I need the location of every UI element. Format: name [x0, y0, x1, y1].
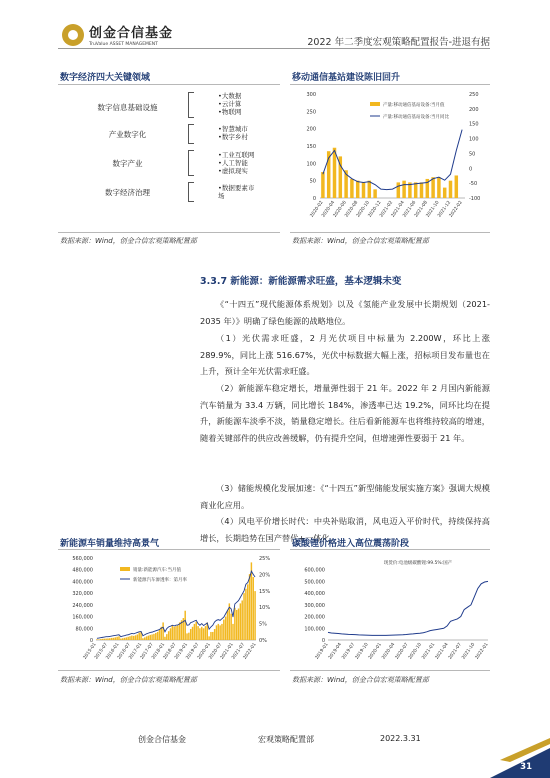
- bar: [223, 620, 224, 641]
- x-tick-label: 2020-07: [208, 642, 224, 661]
- paragraph: （2）新能源车稳定增长，增量弹性弱于 21 年。2022 年 2 月国内新能源汽车销量为 33.4 万辆，同比增长 184%，渗透率已达 19.2%，同环比均在提升，新能源车淡季不淡，销量稳定增长。往后看新能源车也将维持较高的增速，随着关键部件的供应改善缓解，仍有提升空间，但增速弹性要弱于 21 年。: [200, 383, 490, 443]
- list-item: •数字乡村: [218, 133, 248, 141]
- bar: [241, 600, 242, 640]
- x-tick-label: 2021-04: [390, 200, 406, 219]
- bar: [153, 634, 154, 640]
- bar: [212, 632, 213, 640]
- group-items: [218, 184, 254, 200]
- bar: [155, 633, 156, 640]
- x-tick-label: 2021-01: [219, 642, 235, 661]
- bar: [201, 627, 202, 640]
- y-tick-label: 100: [306, 161, 316, 168]
- y-tick-label: 100,000: [304, 626, 325, 633]
- x-tick-label: 2015-01: [82, 642, 98, 661]
- bar: [100, 639, 101, 640]
- bar: [247, 584, 248, 640]
- bar: [157, 632, 158, 640]
- bar: [254, 591, 255, 640]
- y2-tick-label: 100: [469, 136, 479, 143]
- fig3-rule: [58, 549, 280, 550]
- bar: [135, 635, 136, 640]
- bar: [124, 638, 125, 640]
- bar: [127, 637, 128, 640]
- x-tick-label: 2016-01: [105, 642, 121, 661]
- bar: [225, 617, 226, 640]
- bar: [105, 639, 106, 640]
- x-tick-label: 2021-10: [425, 200, 441, 219]
- legend-label: 现货价:电池级碳酸锂:99.5%:国产: [383, 561, 453, 566]
- fig3-source: 数据来源：Wind，创金合信宏观策略配置部: [60, 676, 197, 684]
- y2-tick-label: 200: [469, 106, 479, 113]
- bar: [356, 181, 359, 198]
- bar: [146, 636, 147, 640]
- bar: [133, 636, 134, 640]
- bar: [210, 632, 211, 640]
- y-tick-label: 250: [306, 109, 316, 116]
- x-tick-label: 2020-04: [381, 642, 397, 661]
- bar: [144, 637, 145, 640]
- y2-tick-label: 10%: [259, 605, 271, 612]
- page-number: 31: [520, 762, 532, 772]
- y-tick-label: 160,000: [72, 614, 93, 621]
- bar: [253, 577, 254, 640]
- list-item: •物联网: [218, 108, 242, 116]
- footer-dept: 宏观策略配置部: [258, 735, 314, 744]
- bar: [397, 182, 400, 198]
- bar: [321, 172, 324, 198]
- bar: [195, 622, 196, 640]
- bar: [437, 177, 440, 198]
- series-line: [323, 130, 462, 190]
- paragraph: （4）风电平价增长时代：中央补贴取消，风电迈入平价时代，持续保持高增长，长期趋势在国产替代+一体化。: [200, 516, 490, 543]
- group-label: 数字信息基础设施: [97, 103, 158, 112]
- y2-tick-label: 15%: [259, 588, 271, 595]
- fig1-source: 数据来源：Wind，创金合信宏观策略配置部: [60, 237, 197, 245]
- bar: [402, 181, 405, 198]
- x-tick-label: 2021-04: [434, 642, 450, 661]
- y2-tick-label: 5%: [259, 621, 267, 628]
- fig2-title: 移动通信基站建设陈旧回升: [292, 73, 401, 83]
- fig1-rule: [58, 84, 280, 85]
- bar: [104, 639, 105, 640]
- fig4-bottom-rule: [290, 670, 490, 671]
- legend-label: 新能源汽车渗透率：第月率: [133, 578, 187, 583]
- x-tick-label: 2021-12: [437, 200, 453, 219]
- y2-tick-label: -100: [469, 196, 481, 202]
- x-tick-label: 2019-04: [328, 642, 343, 661]
- lithium-price-chart: [290, 552, 495, 667]
- bar: [230, 614, 231, 640]
- bar: [420, 182, 423, 198]
- bar: [107, 638, 108, 640]
- bar: [216, 625, 217, 640]
- fig4-rule: [290, 549, 490, 550]
- bar: [414, 182, 417, 198]
- bar: [138, 633, 139, 640]
- x-tick-label: 2018-07: [162, 642, 178, 661]
- bar: [179, 622, 180, 640]
- bar: [203, 628, 204, 640]
- bar: [111, 638, 112, 640]
- x-tick-label: 2017-07: [139, 642, 155, 661]
- bar: [245, 589, 246, 640]
- bar: [142, 638, 143, 640]
- legend-label: 销量:新能源汽车:当月值: [133, 568, 182, 573]
- x-tick-label: 2019-07: [341, 642, 357, 661]
- y-tick-label: 150: [306, 144, 316, 150]
- bar: [219, 625, 220, 640]
- y2-tick-label: 150: [469, 121, 479, 128]
- x-tick-label: 2020-02: [309, 200, 325, 219]
- x-tick-label: 2021-10: [461, 642, 477, 661]
- paragraph: （3）储能规模化发展加速：《“十四五”新型储能发展实施方案》强调大规模商业化应用。: [200, 483, 490, 510]
- y2-tick-label: 0: [469, 166, 473, 173]
- legend-label: 产量:移动通信基站设备:当月同比: [383, 115, 450, 120]
- bar: [151, 634, 152, 640]
- y-tick-label: 560,000: [72, 556, 93, 562]
- list-item: •工业互联网: [218, 151, 255, 159]
- bar: [455, 175, 458, 198]
- y-tick-label: 400,000: [72, 579, 93, 586]
- y2-tick-label: 50: [469, 151, 476, 158]
- y-tick-label: 320,000: [72, 591, 93, 598]
- bar: [137, 634, 138, 640]
- bar: [98, 639, 99, 640]
- y-tick-label: 500,000: [304, 579, 325, 586]
- logo-text: 创金合信基金: [89, 26, 174, 41]
- bar: [368, 181, 371, 198]
- x-tick-label: 2017-01: [128, 642, 144, 661]
- group-label: 产业数字化: [108, 130, 147, 139]
- group-label: 数字经济治理: [105, 188, 150, 197]
- fig4-source: 数据来源：Wind，创金合信宏观策略配置部: [292, 676, 429, 684]
- y-tick-label: 0: [89, 638, 93, 644]
- fig1-bottom-rule: [58, 232, 280, 233]
- section-heading: 3.3.7 新能源：新能源需求旺盛，基本逻辑未变: [200, 276, 402, 287]
- y2-tick-label: 20%: [259, 572, 271, 579]
- bar: [118, 636, 119, 640]
- x-tick-label: 2022-01: [242, 642, 258, 661]
- y2-tick-label: 250: [469, 92, 479, 98]
- x-tick-label: 2019-01: [174, 642, 190, 661]
- y-tick-label: 50: [309, 178, 316, 185]
- group-items: [218, 151, 254, 175]
- bar: [208, 636, 209, 640]
- x-tick-label: 2021-07: [448, 642, 463, 661]
- x-tick-label: 2020-08: [344, 200, 360, 219]
- bar: [148, 636, 149, 640]
- bar: [131, 636, 132, 640]
- bar: [129, 636, 130, 640]
- x-tick-label: 2021-07: [231, 642, 247, 661]
- list-item: 场: [218, 192, 225, 200]
- x-tick-label: 2019-10: [354, 642, 370, 661]
- bar: [199, 628, 200, 640]
- bar: [333, 148, 336, 198]
- x-tick-label: 2020-10: [356, 200, 371, 219]
- fig3-bottom-rule: [58, 670, 280, 671]
- x-tick-label: 2020-04: [321, 200, 337, 219]
- brace: [188, 182, 194, 202]
- corner-decoration: [470, 738, 550, 778]
- x-tick-label: 2015-07: [94, 642, 110, 661]
- x-tick-label: 2020-06: [332, 200, 348, 219]
- base-station-chart: [290, 86, 495, 231]
- bar: [234, 608, 235, 640]
- bar: [218, 624, 219, 640]
- list-item: •人工智能: [218, 159, 248, 167]
- fig2-rule: [290, 84, 490, 85]
- bar: [168, 631, 169, 640]
- bar: [227, 611, 228, 640]
- brace: [188, 92, 194, 118]
- bar: [170, 628, 171, 640]
- bar: [102, 639, 103, 640]
- x-tick-label: 2022-01: [474, 642, 490, 661]
- y-tick-label: 0: [312, 196, 316, 202]
- x-tick-label: 2018-01: [151, 642, 167, 661]
- y-tick-label: 240,000: [72, 602, 93, 609]
- y2-tick-label: 25%: [259, 556, 271, 562]
- paragraph: （1）光伏需求旺盛，2 月光伏项目中标量为 2.200W，环比上涨 289.9%，同比上涨 516.67%，光伏中标数据大幅上涨，招标项目发布量也在上升，预计全年光伏需求旺盛。: [200, 333, 490, 376]
- bar: [205, 626, 206, 640]
- y-tick-label: 200: [306, 126, 316, 133]
- header-divider: [58, 48, 490, 49]
- x-tick-label: 2020-01: [368, 642, 383, 661]
- x-tick-label: 2020-12: [367, 200, 383, 219]
- bar: [172, 625, 173, 640]
- x-tick-label: 2016-07: [117, 642, 132, 661]
- y-tick-label: 400,000: [304, 591, 325, 598]
- y2-tick-label: -50: [469, 181, 478, 188]
- y-tick-label: 480,000: [72, 567, 93, 574]
- bar: [192, 627, 193, 640]
- bar: [175, 626, 176, 640]
- bar: [186, 633, 187, 640]
- bar: [188, 633, 189, 640]
- footer-company: 创金合信基金: [138, 735, 186, 744]
- fig3-title: 新能源车销量维持高景气: [60, 539, 160, 549]
- group-items: [218, 92, 241, 116]
- digital-economy-diagram: [70, 92, 270, 204]
- brace: [188, 124, 194, 144]
- bar: [373, 189, 376, 198]
- bar: [184, 611, 185, 640]
- bar: [350, 179, 353, 198]
- y-tick-label: 200,000: [304, 614, 325, 621]
- report-title: 2022 年二季度宏观策略配置报告-进退有据: [307, 37, 490, 48]
- bar: [214, 629, 215, 640]
- bar: [362, 182, 365, 198]
- group-items: [218, 125, 248, 141]
- legend-swatch: [370, 102, 380, 106]
- x-tick-label: 2021-06: [402, 200, 418, 219]
- footer-date: 2022.3.31: [380, 734, 421, 743]
- bar: [449, 181, 452, 198]
- bar: [232, 624, 233, 640]
- bar: [243, 593, 244, 640]
- fig1-title: 数字经济四大关键领域: [60, 73, 151, 83]
- x-tick-label: 2022-02: [448, 200, 464, 219]
- bar: [238, 609, 239, 640]
- bar: [177, 625, 178, 640]
- list-item: •大数据: [218, 92, 242, 100]
- company-logo: [62, 22, 173, 47]
- bar: [221, 624, 222, 640]
- bar: [173, 627, 174, 640]
- y-tick-label: 80,000: [75, 626, 93, 633]
- bar: [120, 639, 121, 640]
- bar: [115, 637, 116, 640]
- bar: [236, 610, 237, 640]
- x-tick-label: 2021-08: [414, 200, 429, 219]
- bar: [159, 630, 160, 640]
- list-item: •虚拟现实: [218, 167, 248, 175]
- x-tick-label: 2021-01: [421, 642, 437, 661]
- list-item: •智慧城市: [218, 125, 248, 133]
- x-tick-label: 2019-07: [185, 642, 201, 661]
- paragraph: 《“十四五”现代能源体系规划》以及《氢能产业发展中长期规划（2021-2035 年）》明确了绿色能源的战略地位。: [200, 299, 490, 326]
- bar: [126, 637, 127, 640]
- fig2-bottom-rule: [290, 232, 490, 233]
- y-tick-label: 300,000: [304, 602, 325, 609]
- bar: [240, 603, 241, 640]
- bar: [113, 638, 114, 640]
- page-header: [0, 0, 550, 50]
- bar: [150, 635, 151, 640]
- bar: [166, 634, 167, 640]
- x-tick-label: 2019-01: [314, 642, 330, 661]
- bar: [109, 638, 110, 640]
- x-tick-label: 2021-02: [379, 200, 395, 219]
- list-item: •云计算: [218, 100, 242, 108]
- list-item: •数据要素市: [218, 184, 255, 192]
- y-tick-label: 0: [321, 638, 325, 644]
- bar: [194, 624, 195, 640]
- group-label: 数字产业: [112, 159, 143, 168]
- bar: [190, 629, 191, 640]
- x-tick-label: 2020-07: [394, 642, 410, 661]
- nev-sales-chart: [58, 552, 283, 667]
- bar: [116, 637, 117, 640]
- logo-icon: [62, 24, 84, 46]
- bar: [164, 637, 165, 640]
- bar: [162, 622, 163, 640]
- legend-swatch: [120, 567, 130, 571]
- bar: [443, 188, 446, 198]
- y-tick-label: 300: [306, 92, 316, 98]
- legend-label: 产量:移动通信基站设备:当月值: [383, 103, 445, 108]
- bar: [122, 638, 123, 640]
- y2-tick-label: 0%: [259, 638, 267, 644]
- x-tick-label: 2020-10: [408, 642, 423, 661]
- x-tick-label: 2020-01: [197, 642, 212, 661]
- logo-subtext: TruValue ASSET MANAGEMENT: [89, 42, 158, 47]
- bar: [249, 574, 250, 640]
- bar: [96, 639, 97, 640]
- brace: [188, 150, 194, 176]
- fig4-title: 碳酸锂价格进入高位震荡阶段: [292, 539, 410, 549]
- bar: [431, 177, 434, 198]
- bar: [197, 626, 198, 640]
- series-line: [328, 581, 488, 635]
- y-tick-label: 600,000: [304, 567, 325, 574]
- fig2-source: 数据来源：Wind，创金合信宏观策略配置部: [292, 237, 429, 245]
